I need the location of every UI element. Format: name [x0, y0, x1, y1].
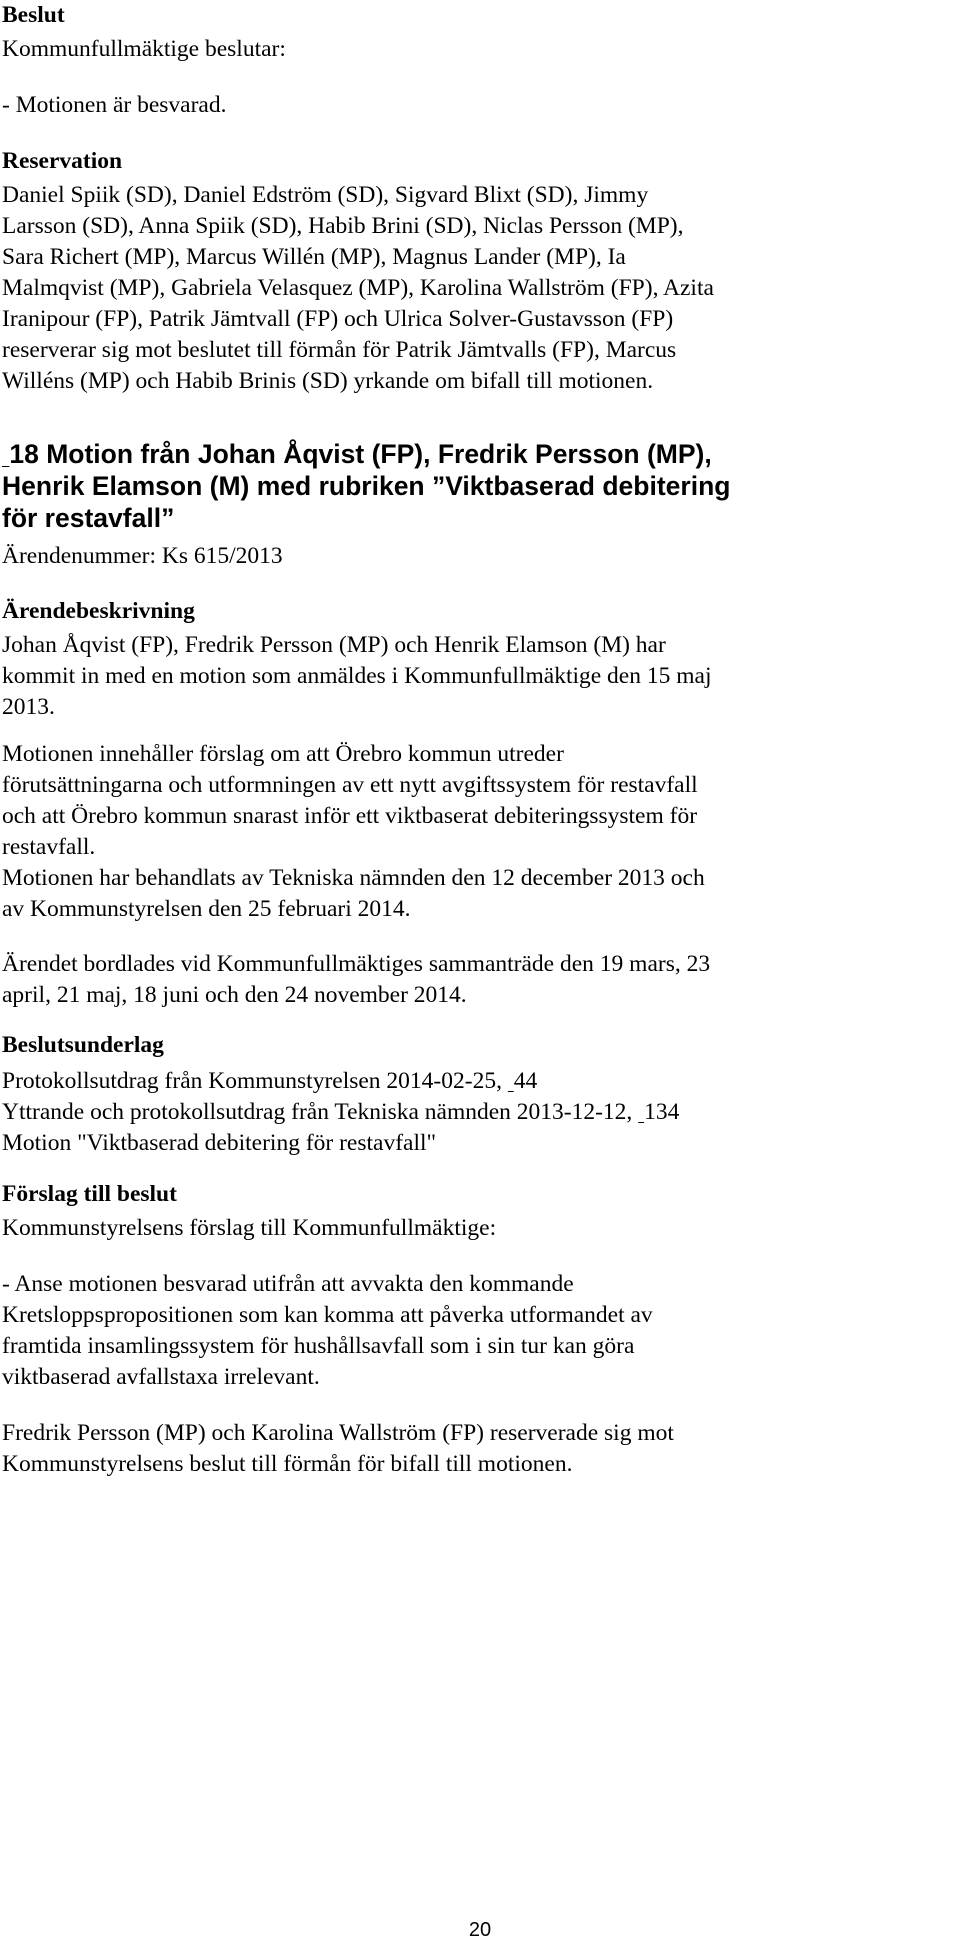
proposal-line: framtida insamlingssystem för hushållsavfall som i sin tur kan göra — [2, 1333, 635, 1359]
reservation-line: Daniel Spiik (SD), Daniel Edström (SD), Sigvard Blixt (SD), Jimmy — [2, 182, 649, 208]
motion-line: Motionen innehåller förslag om att Örebro kommun utreder — [2, 741, 564, 767]
reservation-line: Iranipour (FP), Patrik Jämtvall (FP) och Ulrica Solver-Gustavsson (FP) — [2, 306, 674, 332]
beslut-heading: Beslut — [2, 2, 65, 28]
item-ref: 134 — [644, 1099, 680, 1125]
motion-line: av Kommunstyrelsen den 25 februari 2014. — [2, 896, 411, 922]
basis-heading: Beslutsunderlag — [2, 1032, 164, 1058]
motion-line: och att Örebro kommun snarast inför ett viktbaserat debiteringssystem för — [2, 803, 698, 829]
description-line: Johan Åqvist (FP), Fredrik Persson (MP) och Henrik Elamson (M) har — [2, 632, 666, 658]
reservation-line: reserverar sig mot beslutet till förmån för Patrik Jämtvalls (FP), Marcus — [2, 337, 677, 363]
description-heading: Ärendebeskrivning — [2, 598, 195, 624]
description-line: 2013. — [2, 694, 55, 720]
motion-line: Motionen har behandlats av Tekniska nämnden den 12 december 2013 och — [2, 865, 705, 891]
proposal-line: viktbaserad avfallstaxa irrelevant. — [2, 1364, 320, 1390]
motion-line: förutsättningarna och utformningen av ett nytt avgiftssystem för restavfall — [2, 772, 698, 798]
basis-item: Protokollsutdrag från Kommunstyrelsen 2014-02-25, 44 — [2, 1068, 538, 1094]
reservation-line: Malmqvist (MP), Gabriela Velasquez (MP), Karolina Wallström (FP), Azita — [2, 275, 714, 301]
reservation-heading: Reservation — [2, 148, 123, 174]
page-number: 20 — [468, 1919, 492, 1941]
motion-line: restavfall. — [2, 834, 96, 860]
beslut-decision: - Motionen är besvarad. — [2, 92, 227, 118]
reservation-line: Sara Richert (MP), Marcus Willén (MP), Magnus Lander (MP), Ia — [2, 244, 626, 270]
basis-item: Motion "Viktbaserad debitering för restavfall" — [2, 1130, 437, 1156]
beslut-intro: Kommunfullmäktige beslutar: — [2, 36, 286, 62]
tabled-line: april, 21 maj, 18 juni och den 24 november 2014. — [2, 982, 467, 1008]
reservation-line: Willéns (MP) och Habib Brinis (SD) yrkande om bifall till motionen. — [2, 368, 654, 394]
item-title-line: för restavfall” — [2, 503, 175, 533]
proposal-intro: Kommunstyrelsens förslag till Kommunfullmäktige: — [2, 1215, 497, 1241]
tabled-line: Ärendet bordlades vid Kommunfullmäktiges sammanträde den 19 mars, 23 — [2, 951, 711, 977]
item-title-line: 18 Motion från Johan Åqvist (FP), Fredrik Persson (MP), — [2, 438, 712, 470]
proposal-heading: Förslag till beslut — [2, 1181, 177, 1207]
description-line: kommit in med en motion som anmäldes i Kommunfullmäktige den 15 maj — [2, 663, 712, 689]
item-ref: 44 — [513, 1068, 538, 1094]
proposal-line: Kretsloppspropositionen som kan komma att påverka utformandet av — [2, 1302, 653, 1328]
ks-reservation-line: Kommunstyrelsens beslut till förmån för bifall till motionen. — [2, 1451, 573, 1477]
proposal-line: - Anse motionen besvarad utifrån att avvakta den kommande — [2, 1271, 574, 1297]
case-number: Ärendenummer: Ks 615/2013 — [2, 543, 283, 569]
reservation-line: Larsson (SD), Anna Spiik (SD), Habib Brini (SD), Niclas Persson (MP), — [2, 213, 684, 239]
basis-item: Yttrande och protokollsutdrag från Tekniska nämnden 2013-12-12, 134 — [2, 1099, 680, 1125]
item-title-line: Henrik Elamson (M) med rubriken ”Viktbaserad debitering — [2, 471, 731, 501]
ks-reservation-line: Fredrik Persson (MP) och Karolina Wallström (FP) reserverade sig mot — [2, 1420, 674, 1446]
